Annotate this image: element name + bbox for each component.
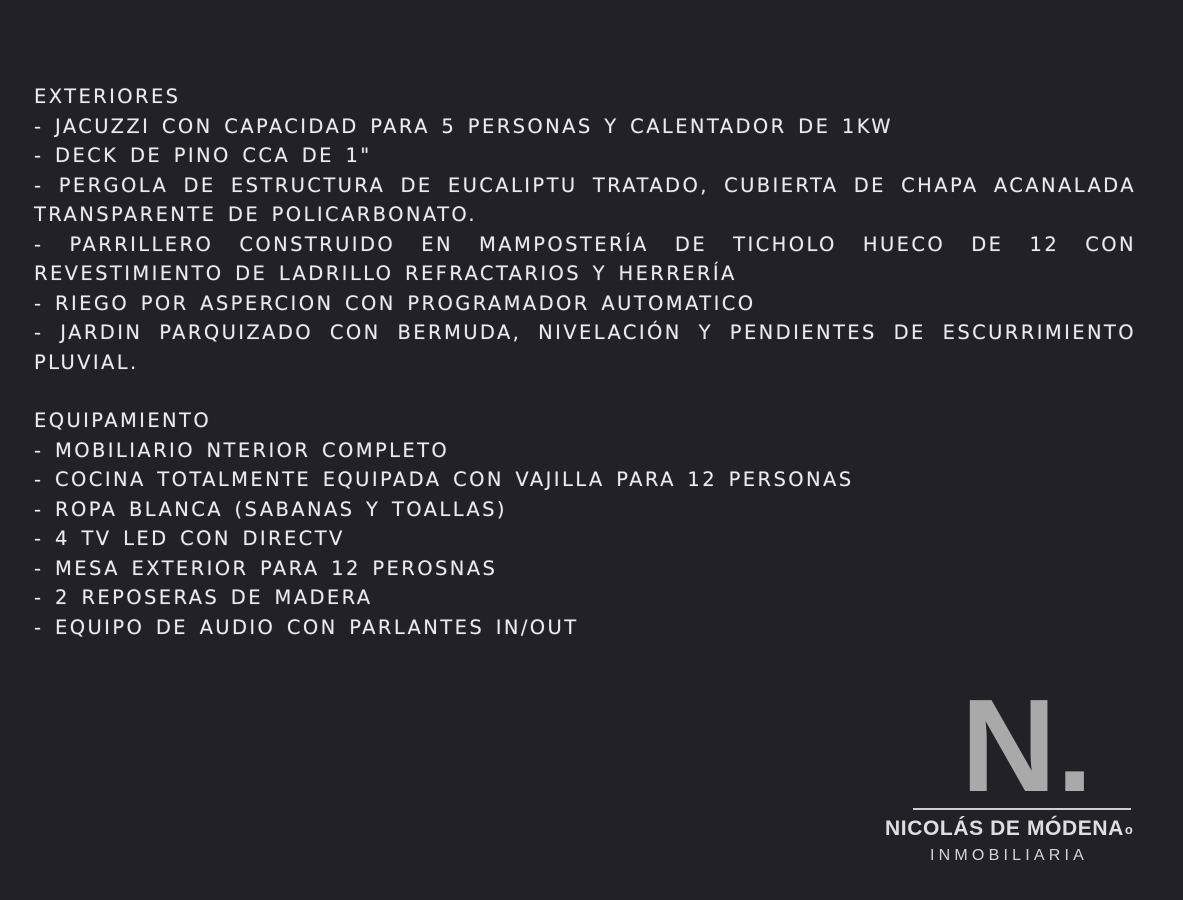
list-item: - PERGOLA DE ESTRUCTURA DE EUCALIPTU TRATADO, CUBIERTA DE CHAPA ACANALADA TRANSPARENTE DE POLICARBONATO. [34,173,1136,226]
list-item: - PARRILLERO CONSTRUIDO EN MAMPOSTERÍA DE TICHOLO HUECO DE 12 CON REVESTIMIENTO DE LADRILLO REFRACTARIOS Y HERRERÍA [34,232,1136,285]
list-item: - MOBILIARIO NTERIOR COMPLETO [34,438,450,462]
list-item: - EQUIPO DE AUDIO CON PARLANTES IN/OUT [34,615,579,639]
list-item: - ROPA BLANCA (SABANAS Y TOALLAS) [34,497,507,521]
brand-name-text: NICOLÁS DE MÓDENA [885,817,1124,840]
list-item: - JARDIN PARQUIZADO CON BERMUDA, NIVELACIÓN Y PENDIENTES DE ESCURRIMIENTO PLUVIAL. [34,321,1136,374]
brand-monogram [880,695,1175,797]
list-item: - DECK DE PINO CCA DE 1" [34,144,372,167]
brand-divider [913,808,1131,810]
list-item: - 2 REPOSERAS DE MADERA [34,586,373,609]
list-item: - MESA EXTERIOR PARA 12 PEROSNAS [34,556,498,580]
brand-subtitle: INMOBILIARIA [930,847,1088,864]
brand-name-mark: o [1124,822,1134,837]
section-heading: EQUIPAMIENTO [34,409,212,432]
section-exteriores [34,82,1136,377]
brand-name [885,817,1133,841]
monogram-letter: N. [961,695,1093,797]
list-item: - JACUZZI CON CAPACIDAD PARA 5 PERSONAS Y CALENTADOR DE 1KW [34,114,893,138]
section-heading: EXTERIORES [34,85,181,108]
spec-sheet [34,82,1136,642]
section-equipamiento [34,406,1136,642]
list-item: - COCINA TOTALMENTE EQUIPADA CON VAJILLA PARA 12 PERSONAS [34,468,854,491]
brand-logo [880,695,1175,885]
list-item: - RIEGO POR ASPERCION CON PROGRAMADOR AUTOMATICO [34,291,756,315]
list-item: - 4 TV LED CON DIRECTV [34,527,345,550]
